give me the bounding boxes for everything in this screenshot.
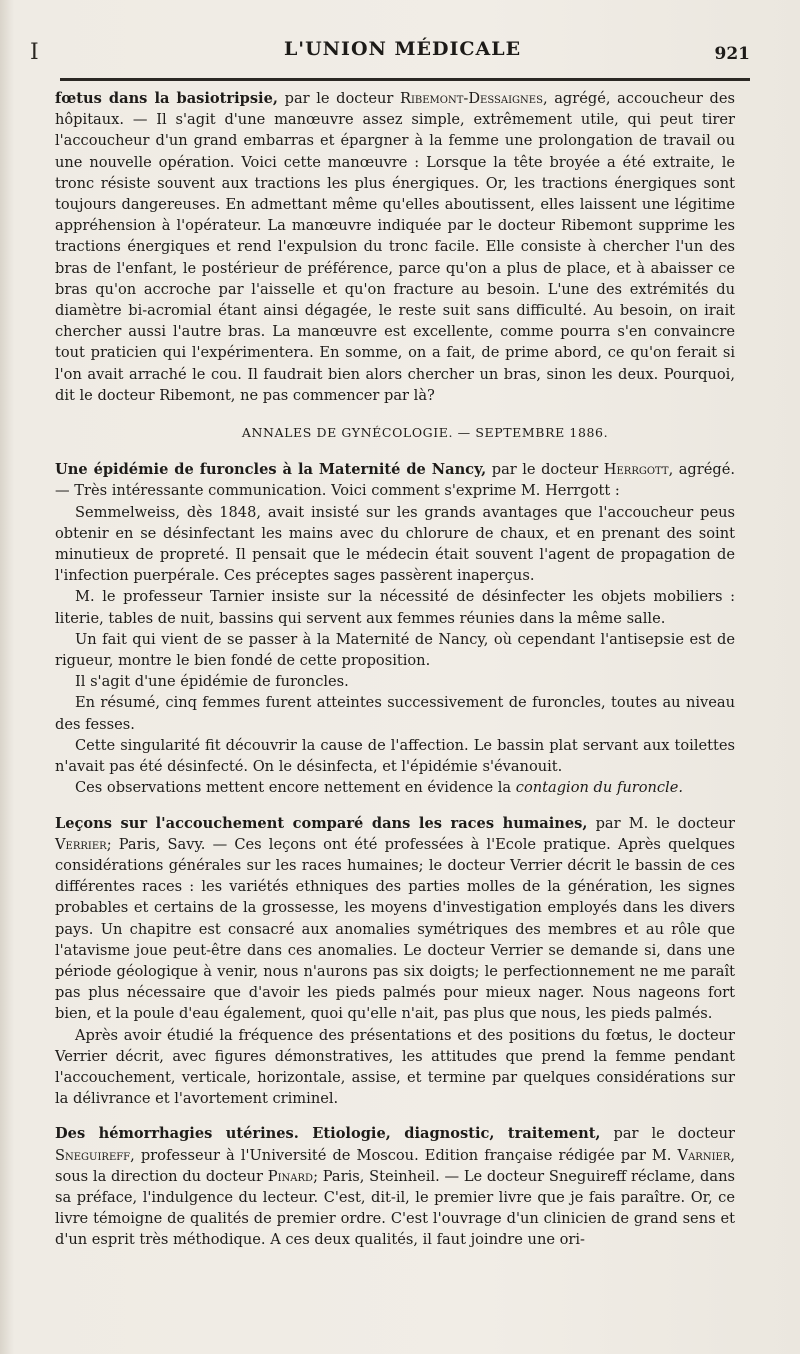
- article-lead: fœtus dans la basiotripsie,: [55, 90, 278, 107]
- paragraph: En résumé, cinq femmes furent atteintes successivement de furoncles, toutes au niveau des fesses.: [55, 694, 735, 733]
- page-header: [55, 38, 750, 78]
- article-body: , agrégé, accoucheur des hôpitaux. — Il s'agit d'une manœuvre assez simple, extrêmement utile, qui peut tirer l'accoucheur d'un grand embarras et épargner à la femme une prolongation de travail ou une nouvelle opération. Voici cette manœuvre : Lorsque la tête broyée a été extraite, le tronc résiste souvent aux tractions les plus énergiques. Or, les tractions énergiques sont toujours dangereuses. En admettant même qu'elles aboutissent, elles laissent une légitime appréhension à l'opérateur. La manœuvre indiquée par le docteur Ribemont supprime les tractions énergiques et rend l'expulsion du tronc facile. Elle consiste à chercher l'un des bras de l'enfant, le postérieur de préférence, parce qu'on a plus de place, et à abaisser ce bras qu'on accroche par l'aisselle et qu'on fracture au besoin. L'une des extrémités du diamètre bi-acromial étant ainsi dégagée, le reste suit sans difficulté. Au besoin, on irait chercher aussi l'autre bras. La manœuvre est excellente, comme pourra s'en convaincre tout praticien qui l'expérimentera. En somme, on a fait, de prime abord, ce qu'on ferait si l'on avait arraché le cou. Il faudrait bien alors chercher un bras, sinon les deux. Pourquoi, dit le docteur Ribemont, ne pas commencer par là?: [55, 90, 735, 404]
- article-title: Leçons sur l'accouchement comparé dans les races humaines,: [55, 814, 588, 832]
- byline-text: par le docteur: [277, 90, 400, 107]
- paragraph: Un fait qui vient de se passer à la Maternité de Nancy, où cependant l'antisepsie est de rigueur, montre le bien fondé de cette proposition.: [55, 630, 735, 670]
- emphasis: contagion du furoncle.: [515, 779, 683, 797]
- page-number: 921: [714, 44, 750, 64]
- director-name: Pinard: [267, 1167, 314, 1185]
- byline-text: , agrégé. — Très intéressante communication. Voici comment s'exprime M. Herrgott :: [55, 461, 735, 500]
- article-verrier: [55, 813, 735, 1025]
- article-ribemont: [55, 88, 735, 406]
- paragraph: [55, 777, 735, 798]
- paragraph: Semmelweiss, dès 1848, avait insisté sur les grands avantages que l'accoucheur peus obtenir en se désinfectant les mains avec du chlorure de chaux, et en prenant des soint minutieux de propreté. Il pensait que le médecin était souvent l'agent de propagation de l'infection puerpérale. Ces préceptes sages passèrent inaperçus.: [55, 503, 735, 585]
- paragraph-text: Ces observations mettent encore nettement en évidence la: [75, 779, 516, 797]
- paragraph: Cette singularité fit découvrir la cause de l'affection. Le bassin plat servant aux toilettes n'avait pas été désinfecté. On le désinfecta, et l'épidémie s'évanouit.: [55, 736, 735, 776]
- byline-text: par le docteur: [486, 461, 604, 479]
- article-sneguireff: [55, 1123, 735, 1250]
- text-column: [55, 88, 735, 1251]
- article-herrgott-heading: [55, 459, 735, 501]
- article-body: ; Paris, Steinheil. — Le docteur Sneguireff réclame, dans sa préface, l'indulgence du lecteur. C'est, dit-il, le premier livre que je fais paraître. Or, ce livre témoigne de qualités de premier ordre. C'est l'ouvrage d'un clinicien de grand sens et d'un esprit très méthodique. A ces deux qualités, il faut joindre une ori-: [55, 1167, 735, 1249]
- header-rule: [60, 78, 750, 81]
- author-name: Verrier: [55, 835, 107, 853]
- editor-name: Varnier: [677, 1146, 731, 1164]
- byline-text: par le docteur: [600, 1125, 735, 1143]
- article-title: Une épidémie de furoncles à la Maternité de Nancy,: [55, 461, 487, 479]
- author-name: Herrgott: [603, 461, 669, 479]
- paragraph: Il s'agit d'une épidémie de furoncles.: [75, 673, 349, 691]
- journal-heading: ANNALES DE GYNÉCOLOGIE. — SEPTEMBRE 1886.: [241, 425, 609, 441]
- article-body: , sous la direction du docteur: [55, 1146, 735, 1185]
- article-body: ; Paris, Savy. — Ces leçons ont été professées à l'Ecole pratique. Après quelques considérations générales sur les races humaines; le docteur Verrier décrit le bassin de ces différentes races : les variétés ethniques des parties molles de la génération, les signes probables et certains de la grossesse, les moyens d'investigation employés dans les divers pays. Un chapitre est consacré aux anomalies symétriques des membres et au rôle que l'atavisme joue peut-être dans ces anomalies. Le docteur Verrier se demande si, dans une période géologique à venir, nous n'aurons pas six doigts; le perfectionnement ne me paraît pas plus nécessaire que d'avoir les pieds palmés pour mieux nager. Nous nageons fort bien, et la poule d'eau également, quoi qu'elle n'ait, pas plus que nous, les pieds palmés.: [55, 835, 735, 1023]
- page-edge-mark: I: [30, 40, 39, 65]
- author-name: Sneguireff: [55, 1146, 131, 1164]
- paragraph: M. le professeur Tarnier insiste sur la nécessité de désinfecter les objets mobiliers : literie, tables de nuit, bassins qui servent aux femmes réunies dans la même salle.: [55, 588, 735, 627]
- running-title: L'UNION MÉDICALE: [283, 38, 522, 60]
- byline-text: par M. le docteur: [587, 814, 735, 832]
- article-title: Des hémorrhagies utérines. Etiologie, diagnostic, traitement,: [55, 1125, 601, 1143]
- author-name: Ribemont-Dessaignes: [399, 90, 543, 107]
- article-body: , professeur à l'Université de Moscou. Edition française rédigée par M.: [130, 1146, 678, 1164]
- paragraph: Après avoir étudié la fréquence des présentations et des positions du fœtus, le docteur Verrier décrit, avec figures démonstratives, les attitudes que prend la femme pendant l'accouchement, verticale, horizontale, assise, et termine par quelques considérations sur la délivrance et l'avortement criminel.: [55, 1026, 735, 1108]
